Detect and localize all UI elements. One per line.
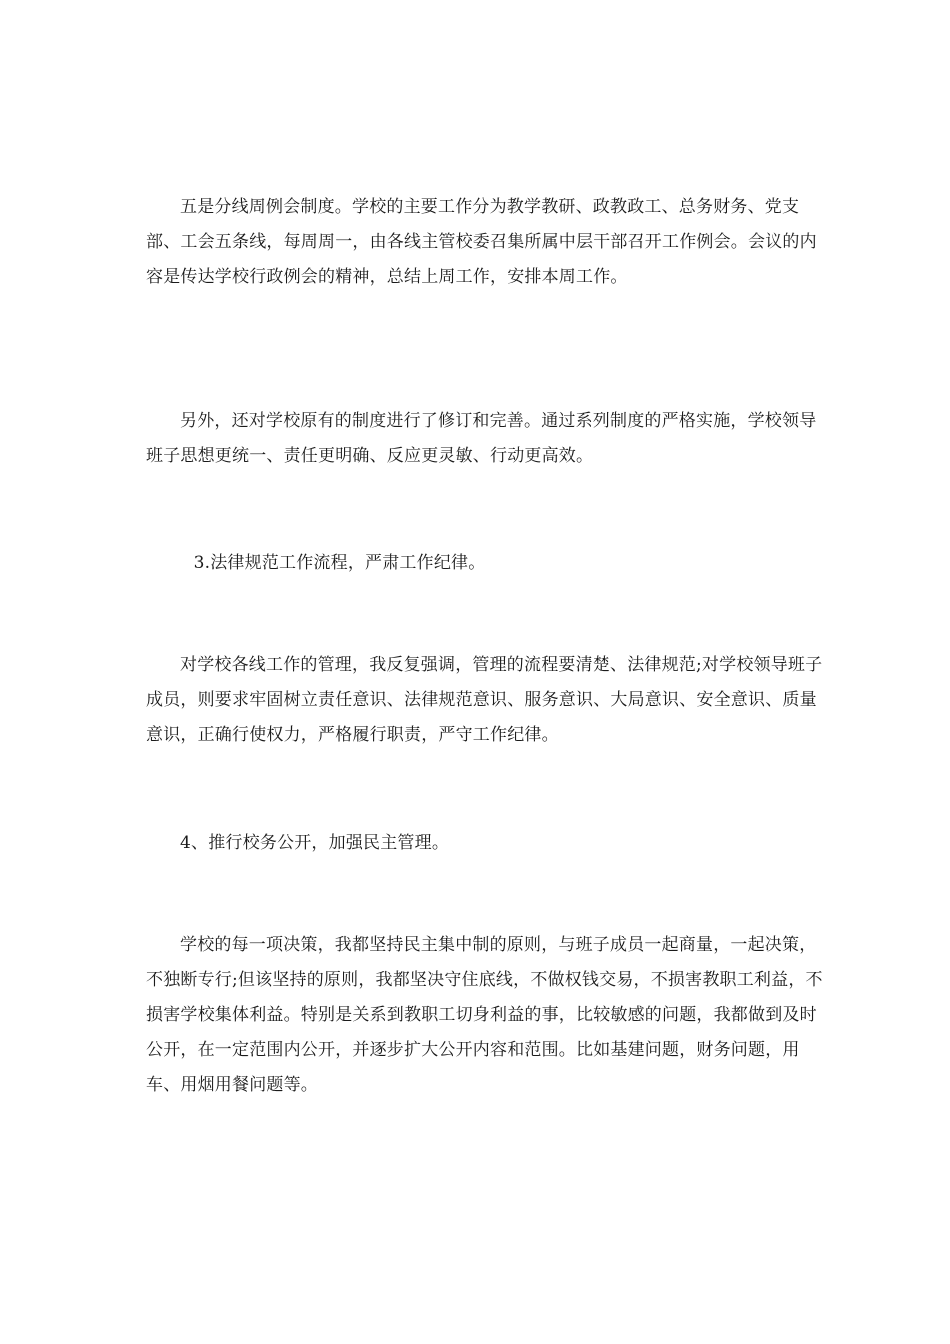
paragraph-system-revision: 另外，还对学校原有的制度进行了修订和完善。通过系列制度的严格实施，学校领导班子思想更统一、责任更明确、反应更灵敏、行动更高效。 — [146, 411, 817, 466]
paragraph-management-discipline: 对学校各线工作的管理，我反复强调，管理的流程要清楚、法律规范;对学校领导班子成员，则要求牢固树立责任意识、法律规范意识、服务意识、大局意识、安全意识、质量意识，正确行使权力，严格履行职责，严守工作纪律。 — [146, 655, 823, 745]
paragraph-democratic-management: 学校的每一项决策，我都坚持民主集中制的原则，与班子成员一起商量，一起决策，不独断专行;但该坚持的原则，我都坚决守住底线，不做权钱交易，不损害教职工利益，不损害学校集体利益。特别是关系到教职工切身利益的事，比较敏感的问题，我都做到及时公开，在一定范围内公开，并逐步扩大公开内容和范围。比如基建问题，财务问题，用车、用烟用餐问题等。 — [146, 935, 823, 1095]
section-heading-3: 3.法律规范工作流程，严肃工作纪律。 — [193, 553, 486, 573]
section-heading-4: 4、推行校务公开，加强民主管理。 — [180, 833, 450, 853]
paragraph-weekly-meeting-system: 五是分线周例会制度。学校的主要工作分为教学教研、政教政工、总务财务、党支部、工会五条线，每周周一，由各线主管校委召集所属中层干部召开工作例会。会议的内容是传达学校行政例会的精神，总结上周工作，安排本周工作。 — [146, 197, 817, 287]
